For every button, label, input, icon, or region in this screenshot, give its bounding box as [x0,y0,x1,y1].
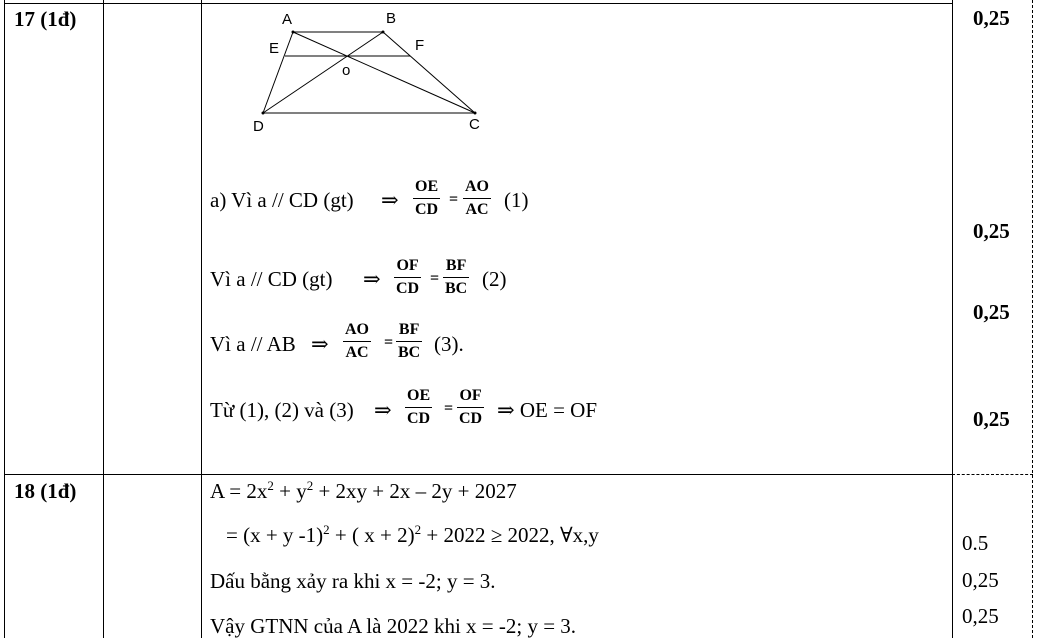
vertex-label-c: C [469,116,480,133]
implies-arrow: ⇒ [374,398,392,422]
vertex-label-o: o [342,62,351,79]
score-18-1: 0.5 [962,531,989,555]
trapezoid-figure [245,8,485,138]
vertex-label-d: D [253,118,264,135]
line-c-prefix: Vì a // AB [210,332,296,356]
line-a-prefix: a) Vì a // CD (gt) [210,188,354,212]
fraction-of-cd: $\frac{OF}{CD}$ [459,387,483,427]
implies-arrow: ⇒ [311,332,329,356]
q18-line-2: = (x + y -1)$^2$ + ( x + 2)$^2$ + 2022 ≥ 2022, ∀x,y [226,522,599,547]
fraction-bf-bc: $\frac{BF}{BC}$ [398,321,421,361]
fraction-ao-ac: $\frac{AO}{AC}$ [465,178,489,218]
fraction-bf-bc: $\frac{BF}{BC}$ [445,257,468,297]
question-18-label: 18 (1đ) [14,479,77,503]
column-divider-1 [103,0,104,638]
score-17-1: 0,25 [973,6,1010,30]
implies-arrow: ⇒ [363,267,381,291]
fraction-of-cd: $\frac{OF}{CD}$ [396,257,420,297]
line-c-suffix: (3). [434,332,464,356]
vertex-label-b: B [386,10,397,27]
q18-line-1: $A = 2x^2 + y^2 + 2xy + 2x - 2y + 2027$ [210,478,517,503]
implies-arrow: ⇒ [381,188,399,212]
q18-line-4: Vậy GTNN của A là 2022 khi x = -2; y = 3. [210,614,577,638]
table-border-left [4,0,5,638]
row-divider-dashed [952,474,1033,475]
vertex-label-a: A [282,11,293,28]
score-17-2: 0,25 [973,219,1010,243]
equals-sign: = [430,270,440,287]
fraction-ao-ac: $\frac{AO}{AC}$ [345,321,369,361]
table-border-top [4,3,953,4]
table-border-right-dashed [1032,0,1033,638]
line-a-suffix: (1) [504,188,529,212]
score-17-3: 0,25 [973,300,1010,324]
column-divider-2 [201,0,202,638]
line-b-suffix: (2) [482,267,507,291]
question-17-label: 17 (1đ) [14,7,77,31]
line-d-suffix: ⇒ OE = OF [497,398,598,422]
vertex-label-e: E [269,40,280,57]
line-d-prefix: Từ (1), (2) và (3) [210,398,354,422]
column-divider-3 [952,0,953,638]
score-18-2: 0,25 [962,568,999,592]
equals-sign: = [384,334,394,351]
fraction-oe-cd: $\frac{OE}{CD}$ [407,387,431,427]
vertex-label-f: F [415,37,425,54]
equals-sign: = [449,191,459,208]
line-b-prefix: Vì a // CD (gt) [210,267,333,291]
equals-sign: = [444,400,454,417]
row-divider [4,474,953,475]
score-18-3: 0,25 [962,604,999,628]
fraction-oe-cd: $\frac{OE}{CD}$ [415,178,439,218]
score-17-4: 0,25 [973,407,1010,431]
q18-line-3: Dấu bằng xảy ra khi x = -2; y = 3. [210,569,496,593]
